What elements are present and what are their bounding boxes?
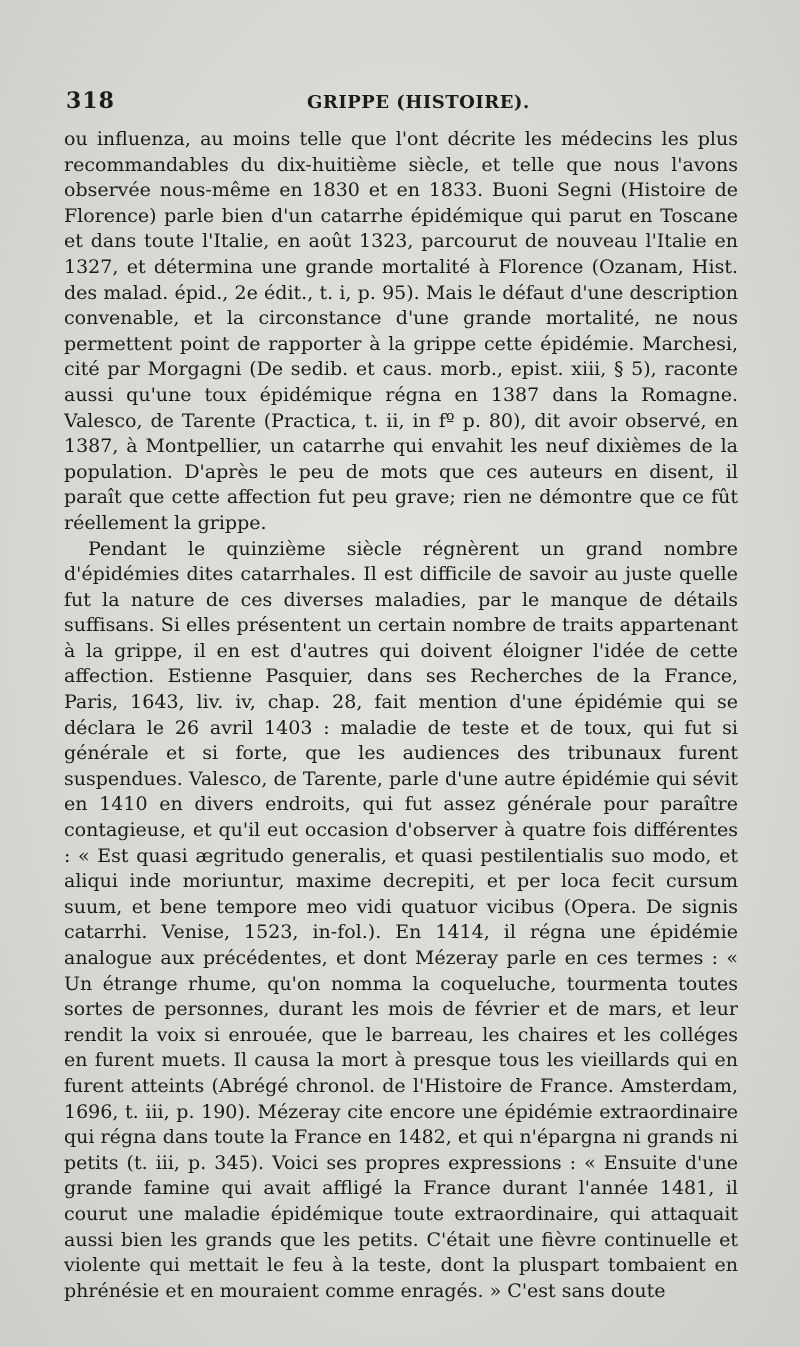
page-header [66,88,736,122]
page-number: 318 [66,88,115,114]
body-text [64,127,738,1304]
running-title: GRIPPE (HISTOIRE). [307,92,530,113]
paragraph-2: Pendant le quinzième siècle régnèrent un grand nombre d'épidémies dites catarrhales. Il est difficile de savoir au juste quelle fut la nature de ces diverses maladies, par le manque de détails suffisans. Si elles présentent un certain nombre de traits appartenant à la grippe, il en est d'autres qui doivent éloigner l'idée de cette affection. Estienne Pasquier, dans ses Recherches de la France, Paris, 1643, liv. iv, chap. 28, fait mention d'une épidémie qui se déclara le 26 avril 1403 : maladie de teste et de toux, qui fut si générale et si forte, que les audiences des tribunaux furent suspendues. Valesco, de Tarente, parle d'une autre épidémie qui sévit en 1410 en divers endroits, qui fut assez générale pour paraître contagieuse, et qu'il eut occasion d'observer à quatre fois différentes : « Est quasi ægritudo generalis, et quasi pestilentialis suo modo, et aliqui inde moriuntur, maxime decrepiti, et per loca fecit cursum suum, et bene tempore meo vidi quatuor vicibus (Opera. De signis catarrhi. Venise, 1523, in-fol.). En 1414, il régna une épidémie analogue aux précédentes, et dont Mézeray parle en ces termes : « Un étrange rhume, qu'on nomma la coqueluche, tourmenta toutes sortes de personnes, durant les mois de février et de mars, et leur rendit la voix si enrouée, que le barreau, les chaires et les colléges en furent muets. Il causa la mort à presque tous les vieillards qui en furent atteints (Abrégé chronol. de l'Histoire de France. Amsterdam, 1696, t. iii, p. 190). Mézeray cite encore une épidémie extraordinaire qui régna dans toute la France en 1482, et qui n'épargna ni grands ni petits (t. iii, p. 345). Voici ses propres expressions : « Ensuite d'une grande famine qui avait affligé la France durant l'année 1481, il courut une maladie épidémique toute extraordinaire, qui attaquait aussi bien les grands que les petits. C'était une fièvre continuelle et violente qui mettait le feu à la teste, dont la pluspart tombaient en phrénésie et en mouraient comme enragés. » C'est sans doute [64,537,738,1302]
paragraph-1: ou influenza, au moins telle que l'ont décrite les médecins les plus recommandables du dix-huitième siècle, et telle que nous l'avons observée nous-même en 1830 et en 1833. Buoni Segni (Histoire de Florence) parle bien d'un catarrhe épidémique qui parut en Toscane et dans toute l'Italie, en août 1323, parcourut de nouveau l'Italie en 1327, et détermina une grande mortalité à Florence (Ozanam, Hist. des malad. épid., 2e édit., t. i, p. 95). Mais le défaut d'une description convenable, et la circonstance d'une grande mortalité, ne nous permettent point de rapporter à la grippe cette épidémie. Marchesi, cité par Morgagni (De sedib. et caus. morb., epist. xiii, § 5), raconte aussi qu'une toux épidémique régna en 1387 dans la Romagne. Valesco, de Tarente (Practica, t. ii, in fº p. 80), dit avoir observé, en 1387, à Montpellier, un catarrhe qui envahit les neuf dixièmes de la population. D'après le peu de mots que ces auteurs en disent, il paraît que cette affection fut peu grave; rien ne démontre que ce fût réellement la grippe. [64,128,738,534]
